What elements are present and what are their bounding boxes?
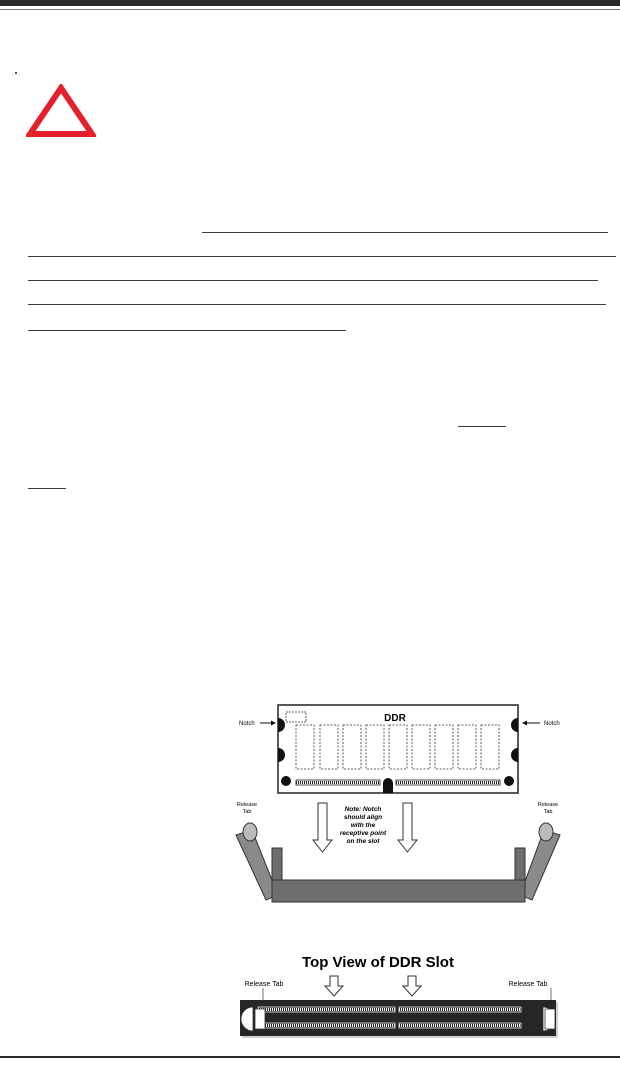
release-tab-label-left-1: Release — [236, 802, 258, 808]
svg-text:Note: Notch: Note: Notch — [344, 806, 382, 813]
dimm-slot-top — [240, 1000, 558, 1038]
svg-text:with the: with the — [350, 822, 376, 829]
svg-text:on the slot: on the slot — [346, 838, 380, 845]
release-tab-label-left-2: Tab — [242, 809, 252, 815]
header-bar — [0, 0, 620, 6]
release-tab-label-right-2: Tab — [543, 809, 553, 815]
underline-3 — [28, 280, 598, 281]
ddr-insertion-figure — [230, 700, 580, 910]
underline-4 — [28, 304, 606, 305]
underline-6 — [458, 426, 506, 427]
underline-5 — [28, 330, 346, 331]
release-tab-label-right: Release Tab — [508, 981, 548, 988]
underline-2 — [28, 256, 616, 257]
underline-7 — [28, 488, 66, 489]
notch-label-left: Notch — [239, 721, 255, 727]
release-tab-label-right-1: Release — [537, 802, 559, 808]
underline-1 — [202, 232, 608, 233]
stray-mark — [15, 72, 17, 74]
ddr-module — [278, 705, 518, 793]
notch-label-right: Notch — [544, 721, 560, 727]
release-tab-label-left: Release Tab — [244, 981, 284, 988]
footer-rule — [0, 1056, 620, 1058]
module-label: DDR — [384, 713, 406, 724]
alignment-note — [340, 806, 387, 845]
header-rule — [0, 9, 620, 10]
ddr-slot-top-view-figure — [228, 950, 578, 1042]
figure-title: Top View of DDR Slot — [302, 954, 454, 971]
svg-text:receptive point: receptive point — [339, 830, 387, 837]
dimm-slot-side — [236, 823, 560, 902]
svg-text:should align: should align — [343, 814, 383, 821]
insertion-arrows-top — [325, 976, 421, 996]
warning-triangle-icon — [26, 84, 96, 138]
